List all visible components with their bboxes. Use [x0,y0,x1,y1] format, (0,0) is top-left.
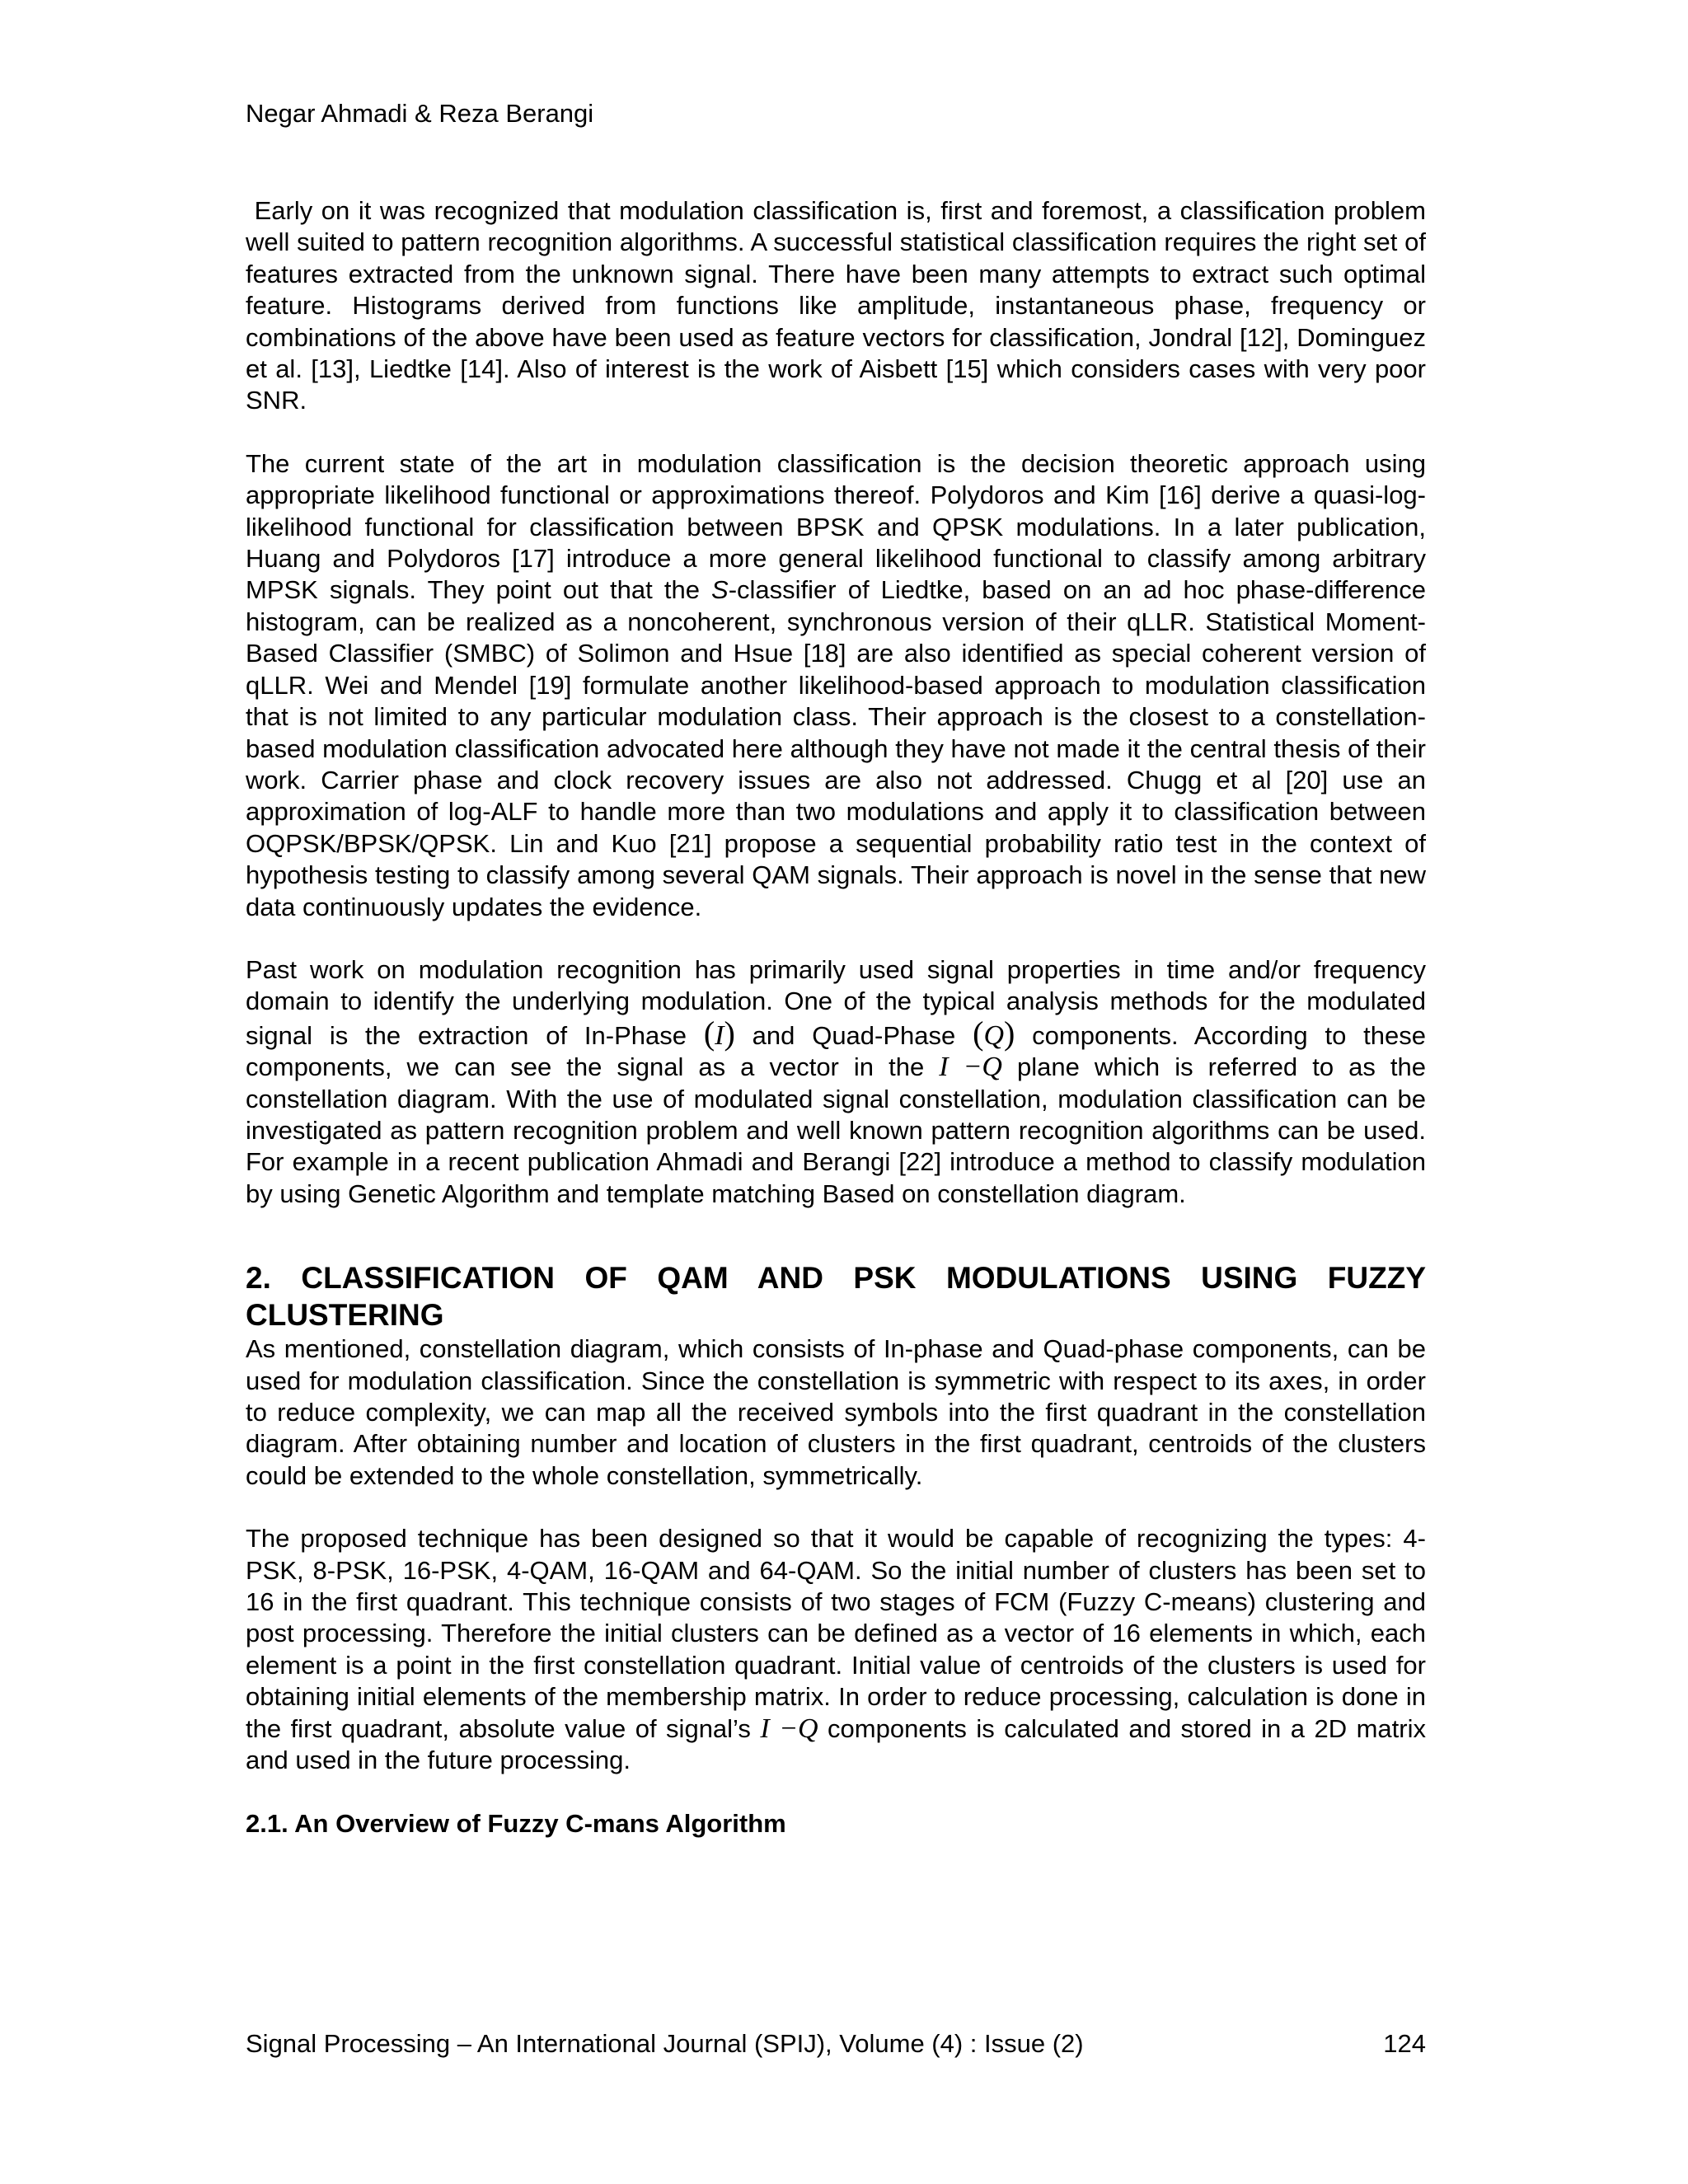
paragraph-constellation-diagram: Past work on modulation recognition has primarily used signal properties in time and/or frequency domain to identify the underlying modulation. One of the typical analysis methods for the modulated signal is the extraction of In-Phase (I) and Quad-Phase (Q) components. According to these components, we can see the signal as a vector in the I −Q plane which is referred to as the constellation diagram. With the use of modulated signal constellation, modulation classification can be investigated as pattern recognition problem and well known pattern recognition algorithms can be used. For example in a recent publication Ahmadi and Berangi [22] introduce a method to classify modulation by using Genetic Algorithm and template matching Based on constellation diagram. [246,954,1426,1208]
section-heading-2: 2. CLASSIFICATION OF QAM AND PSK MODULATIONS USING FUZZY CLUSTERING [246,1261,1426,1333]
paragraph-proposed-technique: The proposed technique has been designed so that it would be capable of recognizing the types: 4-PSK, 8-PSK, 16-PSK, 4-QAM, 16-QAM and 64-QAM. So the initial number of clusters has been set to 16 in the first quadrant. This technique consists of two stages of FCM (Fuzzy C-means) clustering and post processing. Therefore the initial clusters can be defined as a vector of 16 elements in which, each element is a point in the first constellation quadrant. Initial value of centroids of the clusters is used for obtaining initial elements of the membership matrix. In order to reduce processing, calculation is done in the first quadrant, absolute value of signal’s I −Q components is calculated and stored in a 2D matrix and used in the future processing. [246,1524,1426,1775]
footer-journal-citation: Signal Processing – An International Journal (SPIJ), Volume (4) : Issue (2) [246,2029,1084,2058]
paragraph-feature-based-classification: Early on it was recognized that modulation classification is, first and foremost, a classification problem well suited to pattern recognition algorithms. A successful statistical classification requires the right set of features extracted from the unknown signal. There have been many attempts to extract such optimal feature. Histograms derived from functions like amplitude, instantaneous phase, frequency or combinations of the above have been used as feature vectors for classification, Jondral [12], Dominguez et al. [13], Liedtke [14]. Also of interest is the work of Aisbett [15] which considers cases with very poor SNR. [246,196,1426,415]
paragraph-first-quadrant-mapping: As mentioned, constellation diagram, which consists of In-phase and Quad-phase components, can be used for modulation classification. Since the constellation is symmetric with respect to its axes, in order to reduce complexity, we can map all the received symbols into the first quadrant in the constellation diagram. After obtaining number and location of clusters in the first quadrant, centroids of the clusters could be extended to the whole constellation, symmetrically. [246,1334,1426,1490]
subsection-heading-2-1: 2.1. An Overview of Fuzzy C-mans Algorithm [246,1809,786,1839]
paragraph-decision-theoretic-approach: The current state of the art in modulation classification is the decision theoretic approach using appropriate likelihood functional or approximations thereof. Polydoros and Kim [16] derive a quasi-log-likelihood functional for classification between BPSK and QPSK modulations. In a later publication, Huang and Polydoros [17] introduce a more general likelihood functional to classify among arbitrary MPSK signals. They point out that the S-classifier of Liedtke, based on an ad hoc phase-difference histogram, can be realized as a noncoherent, synchronous version of their qLLR. Statistical Moment-Based Classifier (SMBC) of Solimon and Hsue [18] are also identified as special coherent version of qLLR. Wei and Mendel [19] formulate another likelihood-based approach to modulation classification that is not limited to any particular modulation class. Their approach is the closest to a constellation-based modulation classification advocated here although they have not made it the central thesis of their work. Carrier phase and clock recovery issues are also not addressed. Chugg et al [20] use an approximation of log-ALF to handle more than two modulations and apply it to classification between OQPSK/BPSK/QPSK. Lin and Kuo [21] propose a sequential probability ratio test in the context of hypothesis testing to classify among several QAM signals. Their approach is novel in the sense that new data continuously updates the evidence. [246,448,1426,921]
math-in-phase-symbol: I [715,1019,724,1051]
math-quad-phase-symbol: Q [983,1019,1004,1051]
math-iq-plane: I −Q [939,1052,1002,1083]
article-body [246,195,1426,1840]
math-iq-components: I −Q [760,1713,818,1744]
page-header-authors: Negar Ahmadi & Reza Berangi [246,99,594,128]
footer-page-number: 124 [1383,2029,1426,2058]
s-classifier-italic: S [711,575,729,605]
